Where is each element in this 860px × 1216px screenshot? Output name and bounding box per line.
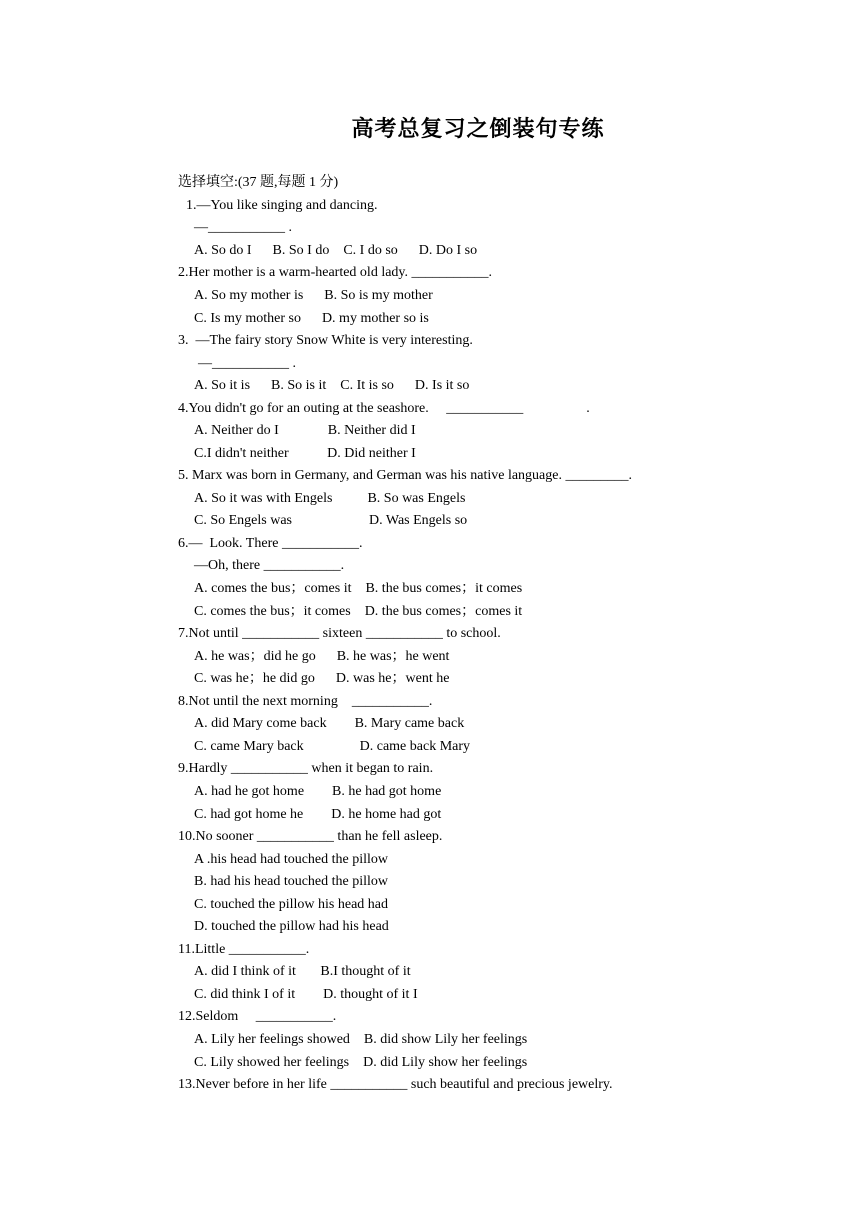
- options: C. was he；he did go D. was he；went he: [194, 671, 450, 686]
- options: A. So it is B. So is it C. It is so D. Is it so: [194, 378, 470, 393]
- options: A. he was；did he go B. he was；he went: [194, 649, 450, 664]
- options: C. Lily showed her feelings D. did Lily show her feelings: [194, 1055, 528, 1070]
- answer-line: —___________ .: [198, 356, 296, 371]
- question-5: 5. Marx was born in Germany, and German was his native language. _________.: [178, 468, 632, 483]
- question-12: 12.Seldom ___________.: [178, 1009, 337, 1024]
- option-c: C. touched the pillow his head had: [194, 897, 389, 912]
- options: A. So do I B. So I do C. I do so D. Do I so: [194, 243, 478, 258]
- question-2: 2.Her mother is a warm-hearted old lady. ___________.: [178, 265, 493, 280]
- option-b: B. had his head touched the pillow: [194, 874, 389, 889]
- options: A. Neither do I B. Neither did I: [194, 423, 416, 438]
- question-3: 3. —The fairy story Snow White is very interesting.: [178, 333, 473, 348]
- options: C. comes the bus；it comes D. the bus comes；comes it: [194, 604, 523, 619]
- question-7: 7.Not until ___________ sixteen ___________ to school.: [178, 626, 501, 641]
- question-13: 13.Never before in her life ___________ such beautiful and precious jewelry.: [178, 1077, 613, 1092]
- question-11: 11.Little ___________.: [178, 942, 310, 957]
- question-9: 9.Hardly ___________ when it began to rain.: [178, 761, 434, 776]
- options: A. comes the bus；comes it B. the bus comes；it comes: [194, 581, 523, 596]
- options: A. So my mother is B. So is my mother: [194, 288, 433, 303]
- question-1: 1.—You like singing and dancing.: [186, 198, 378, 213]
- page-title: 高考总复习之倒装句专练: [351, 116, 605, 142]
- options: C. came Mary back D. came back Mary: [194, 739, 471, 754]
- option-d: D. touched the pillow had his head: [194, 919, 389, 934]
- options: A. had he got home B. he had got home: [194, 784, 442, 799]
- options: C.I didn't neither D. Did neither I: [194, 446, 416, 461]
- options: A. So it was with Engels B. So was Engels: [194, 491, 466, 506]
- option-a: A .his head had touched the pillow: [194, 852, 389, 867]
- options: C. did think I of it D. thought of it I: [194, 987, 418, 1002]
- options: C. had got home he D. he home had got: [194, 807, 442, 822]
- question-10: 10.No sooner ___________ than he fell asleep.: [178, 829, 443, 844]
- answer-line: —___________ .: [194, 220, 292, 235]
- options: C. Is my mother so D. my mother so is: [194, 311, 429, 326]
- options: A. did I think of it B.I thought of it: [194, 964, 411, 979]
- options: A. did Mary come back B. Mary came back: [194, 716, 465, 731]
- answer-line: —Oh, there ___________.: [194, 558, 345, 573]
- options: C. So Engels was D. Was Engels so: [194, 513, 468, 528]
- question-4: 4.You didn't go for an outing at the seashore. ___________ .: [178, 401, 590, 416]
- options: A. Lily her feelings showed B. did show Lily her feelings: [194, 1032, 528, 1047]
- question-6: 6.— Look. There ___________.: [178, 536, 363, 551]
- question-8: 8.Not until the next morning ___________.: [178, 694, 433, 709]
- instruction: 选择填空:(37 题,每题 1 分): [178, 175, 339, 190]
